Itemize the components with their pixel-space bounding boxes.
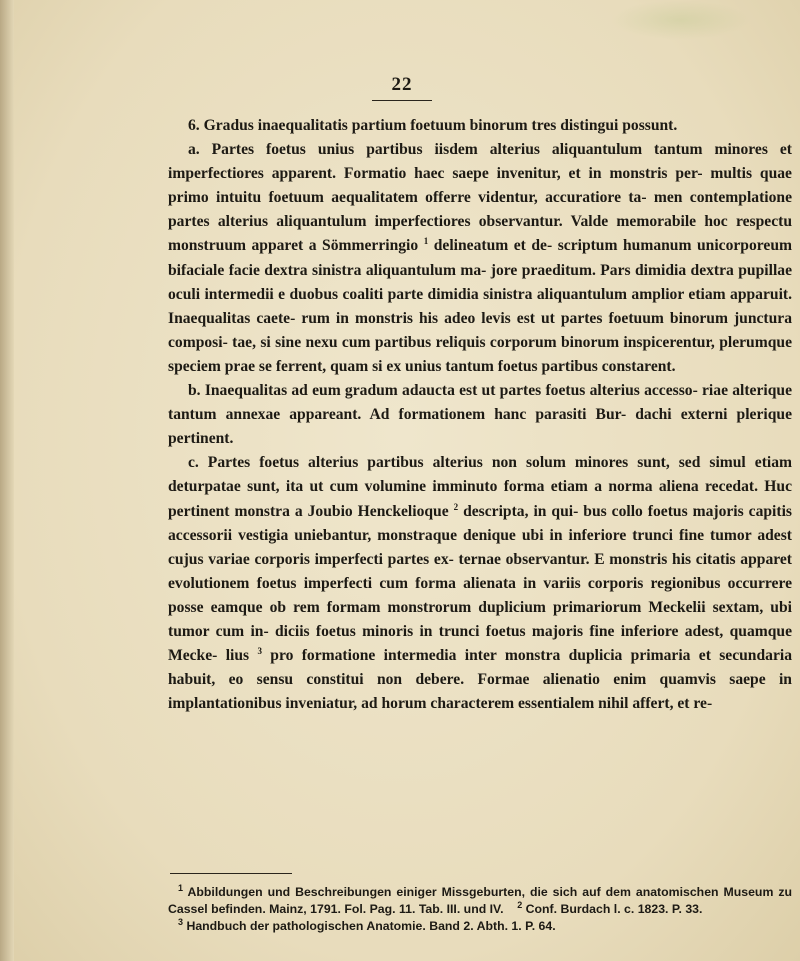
paper-stain [610,0,750,40]
footnotes [168,884,792,935]
footnote-text: Conf. Burdach l. c. 1823. P. 33. [525,902,703,916]
footnote-text: Abbildungen und Beschreibungen einiger Missgeburten, die sich auf dem anatomischen Museum zu Cassel [168,885,792,916]
text-line: speciem prae se ferrent, quam si ex unius tantum foetus partibus constarent. [168,357,676,375]
text-line: delineatum et de- [428,237,553,255]
page-left-edge [0,0,14,961]
text-line: c. Partes foetus alterius partibus alterius non solum minores sunt, sed simul [188,454,746,472]
text-line: formam monstrorum duplicium primariorum Meckelii sextam, ubi tumor cum in- [168,598,792,640]
text-line: pro formatione intermedia inter monstra duplicia primaria et secundaria [261,647,792,665]
body-text [168,114,792,716]
footnote-text: befinden. Mainz, 1791. Fol. Pag. 11. Tab. III. und IV. [211,902,504,916]
text-line: etiam deturpatae sunt, ita ut cum volumine imminuto forma etiam a norma [168,454,793,496]
page-number: 22 [391,74,413,95]
footnote-text: Handbuch der pathologischen Anatomie. Band 2. Abth. 1. P. 64. [186,919,556,933]
text-line: 6. Gradus inaequalitatis partium foetuum binorum tres distingui possunt. [188,117,678,134]
text-line: lius [225,647,250,665]
text-line: et imperfectiores apparent. Formatio haec saepe invenitur, et in monstris per- [168,141,792,183]
text-line: jore praeditum. Pars dimidia dextra pupillae oculi intermedii e duobus coaliti [168,261,792,303]
footnote-1 [168,884,792,918]
text-line: diciis foetus minoris in trunci foetus majoris fine inferiore adest, quamque Mecke- [168,622,792,665]
text-line: b. Inaequalitas ad eum gradum adaucta est ut partes foetus alterius accesso- [188,382,698,400]
text-line: riae alterique tantum annexae appareant. Ad formationem hanc parasiti Bur- [168,382,792,424]
paragraph-b [168,379,792,451]
footnote-ref-3: 3 [257,645,262,656]
text-line: parte dimidia sinistra aliquantulum amplior etiam apparuit. Inaequalitas caete- [168,285,792,327]
text-line: multis quae primo intuitu foetuum aequalitatem offerre videntur, accuratiore ta- [168,165,792,207]
text-line: dachi externi plerique pertinent. [168,406,792,448]
text-line: rum in monstris his adeo levis est ut partes foetuum binorum junctura composi- [168,309,793,351]
footnote-mark-2: 2 [517,899,523,910]
footnote-ref-2: 2 [453,501,459,512]
text-line: tae, si sine nexu cum partibus reliquis corporum binorum inspicerentur, plerumque [232,333,792,351]
footnote-rule [170,873,292,874]
text-line: habuit, eo sensu constitui non debere. Formae alienatio enim quamvis saepe in [168,671,792,689]
text-line: cum forma alienata in variis corporis regionibus occurrere posse eamque ob rem [168,574,793,616]
footnote-mark-1: 1 [178,882,184,893]
text-line: scriptum humanum unicorporeum bifaciale facie dextra sinistra aliquantulum ma- [168,237,792,279]
header-rule [372,100,432,101]
text-line: implantationibus inveniatur, ad horum characterem essentialem nihil affert, et re- [168,695,713,713]
paragraph-a [168,138,792,379]
text-line: a. Partes foetus unius partibus iisdem alterius aliquantulum tantum minores [188,141,768,159]
footnote-3 [168,918,792,935]
text-line: memorabile hoc respectu monstruum apparet a Sömmerringio [168,213,792,255]
text-line: descripta, in qui- [458,502,579,520]
paragraph-6 [168,114,792,138]
footnote-mark-3: 3 [178,916,184,927]
text-line: ubi in inferiore trunci fine tumor adest cujus variae corporis imperfecti partes ex- [168,526,792,568]
paragraph-c [168,451,792,716]
text-line: men contemplatione partes alterius aliquantulum imperfectiores observantur. Valde [168,189,792,231]
text-line: aliena recedat. Huc pertinent monstra a Joubio Henckelioque [168,478,792,520]
text-line: ternae observantur. E monstris his citatis apparet evolutionem foetus imperfecti [168,550,792,592]
text-line: bus collo foetus majoris capitis accessorii vestigia uniebantur, monstraque denique [168,502,792,544]
footnote-ref-1: 1 [423,236,429,247]
